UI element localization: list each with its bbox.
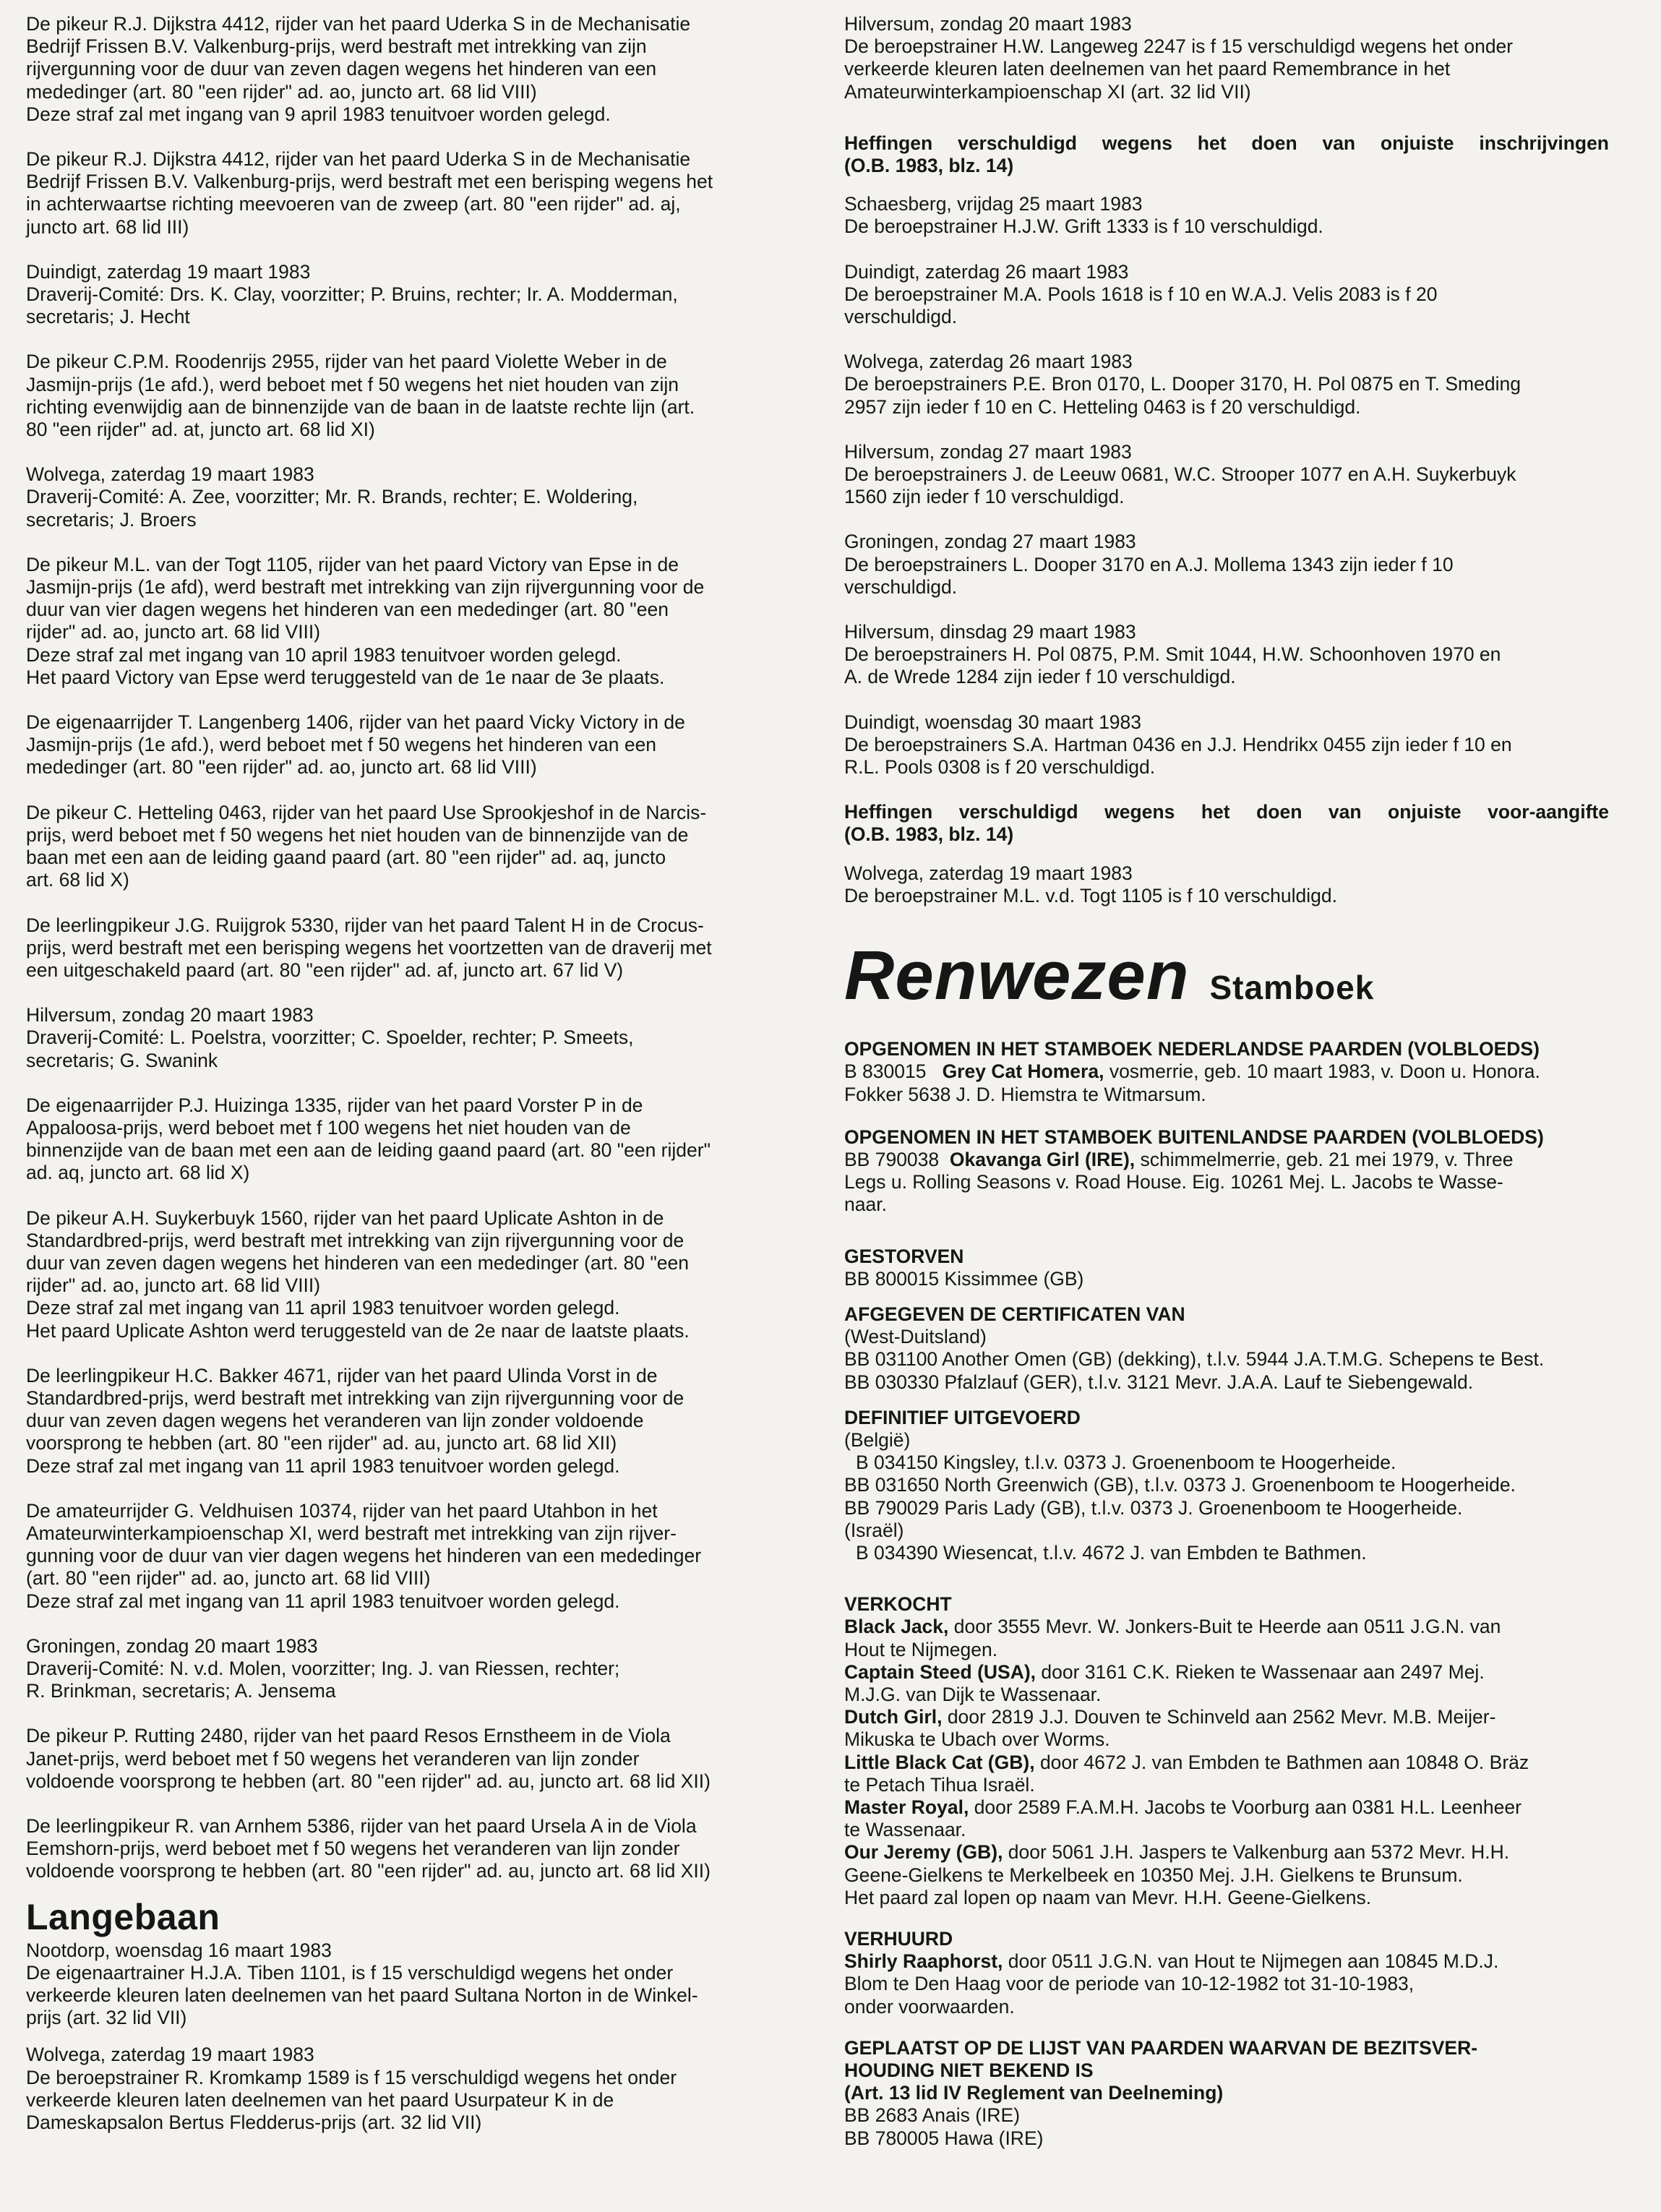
def-heading: DEFINITIEF UITGEVOERD	[844, 1406, 1081, 1428]
notice-line: Jasmijn-prijs (1e afd), werd bestraft met intrekking van zijn rijvergunning voor de	[26, 576, 705, 599]
def-entry: BB 790029 Paris Lady (GB), t.l.v. 0373 J. Groenenboom te Hoogerheide.	[844, 1496, 1463, 1519]
notice-block	[26, 13, 837, 126]
foreign-entry-text: schimmelmerrie, geb. 21 mei 1979, v. Three	[1140, 1148, 1514, 1170]
notice-block	[26, 463, 837, 531]
definitief-uitgevoerd	[844, 1407, 1609, 1564]
notice-block	[844, 13, 1609, 103]
notice-block	[26, 1725, 837, 1793]
notice-line: mededinger (art. 80 "een rijder" ad. ao, juncto art. 68 lid VIII)	[26, 80, 537, 103]
notice-line: Hilversum, zondag 20 maart 1983	[844, 13, 1132, 35]
verkocht-entry	[844, 1796, 1609, 1819]
foreign-entry-line3: naar.	[844, 1193, 887, 1216]
cert-country: (West-Duitsland)	[844, 1326, 987, 1348]
notice-line: baan met een aan de leiding gaand paard (art. 80 "een rijder" ad. aq, juncto	[26, 846, 666, 869]
verkocht-text: door 3555 Mevr. W. Jonkers-Buit te Heerde aan 0511 J.G.N. van	[948, 1616, 1501, 1638]
verkocht-entry	[844, 1661, 1609, 1684]
verhuurd-line: onder voorwaarden.	[844, 1995, 1015, 2018]
notice-line: prijs, werd beboet met f 50 wegens het niet houden van de binnenzijde van de	[26, 823, 689, 846]
notice-line: verkeerde kleuren laten deelnemen van het paard Sultana Norton in de Winkel-	[26, 1984, 698, 2007]
nl-entry-name: Grey Cat Homera,	[942, 1060, 1104, 1083]
lijst-entry: BB 780005 Hawa (IRE)	[844, 2127, 1044, 2149]
verkocht-line: Het paard zal lopen op naam van Mevr. H.H. Geene-Gielkens.	[844, 1886, 1372, 1908]
horse-name: Little Black Cat (GB),	[844, 1751, 1035, 1773]
notice-line: prijs, werd bestraft met een berisping wegens het voortzetten van de draverij met	[26, 936, 712, 959]
gestorven-entry: BB 800015 Kissimmee (GB)	[844, 1267, 1084, 1290]
verkocht-text: door 3161 C.K. Rieken te Wassenaar aan 2497 Mej.	[1036, 1660, 1485, 1683]
notice-line: R. Brinkman, secretaris; A. Jensema	[26, 1680, 336, 1702]
notice-line: voorsprong te hebben (art. 80 "een rijder" ad. au, juncto art. 68 lid XII)	[26, 1432, 617, 1454]
notice-line: Wolvega, zaterdag 19 maart 1983	[26, 463, 314, 486]
notice-block	[26, 1635, 837, 1703]
verkocht-line: Geene-Gielkens te Merkelbeek en 10350 Mej. J.H. Gielkens te Brunsum.	[844, 1864, 1463, 1886]
subsection-heading	[844, 132, 1609, 177]
notice-block	[844, 351, 1609, 419]
verkocht-line: Hout te Nijmegen.	[844, 1638, 998, 1660]
nl-heading: OPGENOMEN IN HET STAMBOEK NEDERLANDSE PAARDEN (VOLBLOEDS)	[844, 1038, 1540, 1060]
notice-line: voldoende voorsprong te hebben (art. 80 "een rijder" ad. au, juncto art. 68 lid XII)	[26, 1770, 711, 1792]
verkocht-list	[844, 1616, 1609, 1909]
lijst-heading: GEPLAATST OP DE LIJST VAN PAARDEN WAARVAN DE BEZITSVER-	[844, 2036, 1478, 2059]
notice-line: Draverij-Comité: L. Poelstra, voorzitter; C. Spoelder, rechter; P. Smeets,	[26, 1026, 634, 1049]
verkocht-text: door 4672 J. van Embden te Bathmen aan 10848 O. Bräz	[1034, 1751, 1529, 1773]
notice-line: rijder" ad. ao, juncto art. 68 lid VIII)	[26, 1274, 321, 1297]
lijst-entry: BB 2683 Anais (IRE)	[844, 2104, 1021, 2127]
gestorven	[844, 1246, 1609, 1290]
notice-line: De pikeur C. Hetteling 0463, rijder van het paard Use Sprookjeshof in de Narcis-	[26, 801, 707, 823]
foreign-heading: OPGENOMEN IN HET STAMBOEK BUITENLANDSE PAARDEN (VOLBLOEDS)	[844, 1126, 1544, 1148]
notice-line: Deze straf zal met ingang van 11 april 1983 tenuitvoer worden gelegd.	[26, 1590, 620, 1612]
notice-block	[844, 711, 1609, 779]
notice-line: gunning voor de duur van vier dagen wegens het hinderen van een mededinger	[26, 1545, 702, 1567]
notice-block	[26, 351, 837, 441]
notice-line: De beroepstrainer R. Kromkamp 1589 is f 15 verschuldigd wegens het onder	[26, 2066, 677, 2088]
def-country-2: (Israël)	[844, 1519, 904, 1541]
notice-line: Amateurwinterkampioenschap XI, werd bestraft met intrekking van zijn rijver-	[26, 1522, 677, 1544]
notice-line: De pikeur C.P.M. Roodenrijs 2955, rijder van het paard Violette Weber in de	[26, 351, 667, 373]
notice-line: De beroepstrainers H. Pol 0875, P.M. Smit 1044, H.W. Schoonhoven 1970 en	[844, 643, 1501, 666]
stamboek-subtitle: Stamboek	[1209, 969, 1375, 1007]
notice-line: De leerlingpikeur R. van Arnhem 5386, rijder van het paard Ursela A in de Viola	[26, 1815, 697, 1837]
notice-line: Draverij-Comité: N. v.d. Molen, voorzitter; Ing. J. van Riessen, rechter;	[26, 1657, 620, 1679]
notice-line: secretaris; J. Hecht	[26, 306, 190, 328]
notice-block	[26, 1004, 837, 1072]
notice-line: verkeerde kleuren laten deelnemen van het paard Usurpateur K in de	[26, 2088, 614, 2111]
notice-line: juncto art. 68 lid III)	[26, 215, 189, 238]
notice-line: De amateurrijder G. Veldhuisen 10374, rijder van het paard Utahbon in het	[26, 1499, 658, 1522]
notice-line: 1560 zijn ieder f 10 verschuldigd.	[844, 486, 1125, 508]
notice-line: Duindigt, zaterdag 26 maart 1983	[844, 260, 1129, 283]
notice-block	[26, 1815, 837, 1883]
notice-line: Schaesberg, vrijdag 25 maart 1983	[844, 193, 1143, 215]
verkocht-text: door 2819 J.J. Douven te Schinveld aan 2562 Mevr. M.B. Meijer-	[942, 1706, 1496, 1728]
langebaan-notices	[26, 1939, 837, 2135]
notice-line: De beroepstrainer M.L. v.d. Togt 1105 is f 10 verschuldigd.	[844, 884, 1338, 906]
notice-line: verschuldigd.	[844, 575, 958, 598]
verkocht-entry	[844, 1841, 1609, 1864]
notice-line: Duindigt, zaterdag 19 maart 1983	[26, 260, 311, 283]
notice-line: een uitgeschakeld paard (art. 80 "een rijder" ad. af, juncto art. 67 lid V)	[26, 959, 624, 981]
verkocht-heading: VERKOCHT	[844, 1593, 952, 1616]
verhuurd-heading: VERHUURD	[844, 1928, 953, 1950]
notice-line: binnenzijde van de baan met een aan de leiding gaand paard (art. 80 "een rijder"	[26, 1139, 711, 1162]
right-notices	[844, 13, 1609, 907]
notice-line: Wolvega, zaterdag 26 maart 1983	[844, 351, 1133, 373]
horse-name: Captain Steed (USA),	[844, 1660, 1036, 1683]
notice-line: Nootdorp, woensdag 16 maart 1983	[26, 1939, 332, 1961]
certificaten	[844, 1303, 1609, 1394]
def-entry: BB 031650 North Greenwich (GB), t.l.v. 0373 J. Groenenboom te Hoogerheide.	[844, 1474, 1516, 1496]
left-column	[26, 13, 837, 2156]
notice-line: verschuldigd.	[844, 306, 958, 328]
notice-block	[26, 1939, 837, 2030]
notice-block	[26, 914, 837, 982]
notice-line: De pikeur R.J. Dijkstra 4412, rijder van het paard Uderka S in de Mechanisatie	[26, 148, 691, 171]
verkocht-line: te Wassenaar.	[844, 1819, 966, 1841]
notice-line: De pikeur R.J. Dijkstra 4412, rijder van het paard Uderka S in de Mechanisatie	[26, 13, 691, 35]
notice-line: Amateurwinterkampioenschap XI (art. 32 lid VII)	[844, 80, 1251, 103]
renwezen-title: Renwezen	[844, 937, 1190, 1015]
foreign-entry-code: BB 790038	[844, 1148, 940, 1170]
notice-block	[844, 862, 1609, 907]
notice-block	[26, 1207, 837, 1342]
notice-block	[26, 1500, 837, 1613]
notice-line: mededinger (art. 80 "een rijder" ad. ao, juncto art. 68 lid VIII)	[26, 756, 537, 779]
def-entry: B 034390 Wiesencat, t.l.v. 4672 J. van Embden te Bathmen.	[856, 1541, 1367, 1564]
notice-line: rijvergunning voor de duur van zeven dagen wegens het hinderen van een	[26, 58, 657, 80]
verkocht-entry	[844, 1752, 1609, 1774]
notice-block	[26, 1094, 837, 1185]
horse-name: Our Jeremy (GB),	[844, 1841, 1003, 1864]
notice-line: richting evenwijdig aan de binnenzijde van de baan in de laatste rechte lijn (art.	[26, 395, 695, 418]
notice-line: Draverij-Comité: A. Zee, voorzitter; Mr. R. Brands, rechter; E. Woldering,	[26, 486, 638, 508]
notice-block	[26, 554, 837, 689]
subsection-heading	[844, 801, 1609, 846]
verhuurd-name: Shirly Raaphorst,	[844, 1950, 1003, 1973]
notice-block	[26, 261, 837, 329]
notice-line: 80 "een rijder" ad. at, juncto art. 68 lid XI)	[26, 419, 375, 441]
foreign-entry-name: Okavanga Girl (IRE),	[949, 1148, 1136, 1170]
notice-line: De leerlingpikeur H.C. Bakker 4671, rijder van het paard Ulinda Vorst in de	[26, 1364, 658, 1386]
notice-line: duur van zeven dagen wegens het veranderen van lijn zonder voldoende	[26, 1410, 644, 1432]
notice-line: Jasmijn-prijs (1e afd.), werd beboet met f 50 wegens het hinderen van een	[26, 734, 657, 756]
notice-line: De beroepstrainers P.E. Bron 0170, L. Dooper 3170, H. Pol 0875 en T. Smeding	[844, 373, 1521, 395]
notice-line: Appaloosa-prijs, werd beboet met f 100 wegens het niet houden van de	[26, 1116, 631, 1139]
lijst-onbekend	[844, 2037, 1609, 2150]
verkocht-entry	[844, 1616, 1609, 1638]
renwezen-masthead	[844, 936, 1609, 1032]
notice-line: Hilversum, zondag 20 maart 1983	[26, 1004, 314, 1026]
def-entry: B 034150 Kingsley, t.l.v. 0373 J. Groenenboom te Hoogerheide.	[856, 1452, 1396, 1474]
notice-line: art. 68 lid X)	[26, 869, 129, 891]
foreign-entry	[844, 1149, 1609, 1171]
notice-block	[26, 711, 837, 779]
stamboek-foreign	[844, 1126, 1609, 1217]
verkocht-entry	[844, 1706, 1609, 1728]
notice-line: De beroepstrainer H.J.W. Grift 1333 is f 10 verschuldigd.	[844, 215, 1323, 238]
notice-line: De beroepstrainers J. de Leeuw 0681, W.C. Strooper 1077 en A.H. Suykerbuyk	[844, 463, 1516, 486]
notice-line: De eigenaarrijder P.J. Huizinga 1335, rijder van het paard Vorster P in de	[26, 1094, 643, 1116]
notice-line: Dameskapsalon Bertus Fledderus-prijs (art. 32 lid VII)	[26, 2112, 482, 2134]
heading-line: Heffingen verschuldigd wegens het doen van onjuiste voor-aangifte	[844, 801, 1609, 823]
notice-line: (art. 80 "een rijder" ad. ao, juncto art. 68 lid VIII)	[26, 1567, 431, 1590]
notice-line: Groningen, zondag 20 maart 1983	[26, 1634, 318, 1657]
notice-block	[844, 193, 1609, 238]
notice-line: Draverij-Comité: Drs. K. Clay, voorzitter; P. Bruins, rechter; Ir. A. Modderman,	[26, 283, 678, 306]
cert-entry: BB 030330 Pfalzlauf (GER), t.l.v. 3121 Mevr. J.A.A. Lauf te Siebengewald.	[844, 1371, 1474, 1393]
verhuurd-line: Blom te Den Haag voor de periode van 10-12-1982 tot 31-10-1983,	[844, 1973, 1415, 1995]
nl-entry-line2: Fokker 5638 J. D. Hiemstra te Witmarsum.	[844, 1083, 1206, 1105]
verhuurd	[844, 1928, 1609, 2018]
notice-line: secretaris; G. Swanink	[26, 1049, 218, 1071]
notice-line: Deze straf zal met ingang van 11 april 1983 tenuitvoer worden gelegd.	[26, 1454, 620, 1477]
def-country-1: (België)	[844, 1428, 911, 1451]
notice-line: A. de Wrede 1284 zijn ieder f 10 verschuldigd.	[844, 666, 1236, 688]
notice-line: Deze straf zal met ingang van 10 april 1983 tenuitvoer worden gelegd.	[26, 643, 622, 666]
notice-line: De pikeur P. Rutting 2480, rijder van het paard Resos Ernstheem in de Viola	[26, 1725, 671, 1747]
heading-line: (O.B. 1983, blz. 14)	[844, 823, 1014, 846]
notice-line: De beroepstrainers S.A. Hartman 0436 en J.J. Hendrikx 0455 zijn ieder f 10 en	[844, 733, 1512, 755]
notice-block	[844, 441, 1609, 509]
notice-line: Het paard Uplicate Ashton werd teruggesteld van de 2e naar de laatste plaats.	[26, 1319, 690, 1342]
notice-line: 2957 zijn ieder f 10 en C. Hetteling 0463 is f 20 verschuldigd.	[844, 395, 1361, 418]
notice-line: Duindigt, woensdag 30 maart 1983	[844, 711, 1142, 733]
notice-line: De pikeur M.L. van der Togt 1105, rijder van het paard Victory van Epse in de	[26, 553, 679, 575]
verkocht-text: door 5061 J.H. Jaspers te Valkenburg aan 5372 Mevr. H.H.	[1003, 1841, 1510, 1864]
notice-block	[844, 621, 1609, 689]
notice-line: De eigenaartrainer H.J.A. Tiben 1101, is f 15 verschuldigd wegens het onder	[26, 1961, 674, 1984]
section-title-langebaan: Langebaan	[26, 1896, 220, 1937]
notice-line: De beroepstrainer H.W. Langeweg 2247 is f 15 verschuldigd wegens het onder	[844, 35, 1514, 58]
notice-block	[26, 2044, 837, 2134]
notice-block	[26, 802, 837, 892]
gestorven-heading: GESTORVEN	[844, 1245, 964, 1267]
notice-line: duur van vier dagen wegens het hinderen van een mededinger (art. 80 "een	[26, 599, 669, 621]
left-notices	[26, 13, 837, 1883]
notice-line: Eemshorn-prijs, werd beboet met f 50 wegens het veranderen van lijn zonder	[26, 1838, 680, 1860]
stamboek-nl	[844, 1038, 1609, 1106]
notice-line: Bedrijf Frissen B.V. Valkenburg-prijs, werd bestraft met intrekking van zijn	[26, 35, 647, 58]
notice-line: Wolvega, zaterdag 19 maart 1983	[844, 862, 1133, 884]
notice-line: in achterwaartse richting meevoeren van de zweep (art. 80 "een rijder" ad. aj,	[26, 193, 681, 215]
notice-line: verkeerde kleuren laten deelnemen van het paard Remembrance in het	[844, 58, 1451, 80]
nl-entry	[844, 1060, 1609, 1083]
notice-line: Hilversum, zondag 27 maart 1983	[844, 440, 1132, 463]
horse-name: Master Royal,	[844, 1796, 969, 1818]
notice-line: rijder" ad. ao, juncto art. 68 lid VIII)	[26, 621, 321, 643]
notice-line: Standardbred-prijs, werd bestraft met intrekking van zijn rijvergunning voor de	[26, 1386, 684, 1409]
verkocht-text: door 2589 F.A.M.H. Jacobs te Voorburg aan 0381 H.L. Leenheer	[969, 1796, 1521, 1818]
notice-line: Bedrijf Frissen B.V. Valkenburg-prijs, werd bestraft met een berisping wegens het	[26, 171, 713, 193]
notice-line: prijs (art. 32 lid VII)	[26, 2007, 187, 2029]
heading-line: Heffingen verschuldigd wegens het doen van onjuiste inschrijvingen	[844, 132, 1609, 154]
verhuurd-entry	[844, 1950, 1609, 1973]
right-column	[844, 13, 1609, 2172]
notice-line: duur van zeven dagen wegens het hinderen van een mededinger (art. 80 "een	[26, 1251, 689, 1274]
cert-heading: AFGEGEVEN DE CERTIFICATEN VAN	[844, 1303, 1185, 1325]
notice-line: Het paard Victory van Epse werd teruggesteld van de 1e naar de 3e plaats.	[26, 666, 665, 688]
notice-block	[844, 531, 1609, 599]
verhuurd-text: door 0511 J.G.N. van Hout te Nijmegen aan 10845 M.D.J.	[1003, 1950, 1499, 1973]
nl-entry-text: vosmerrie, geb. 10 maart 1983, v. Doon u. Honora.	[1109, 1060, 1540, 1083]
notice-line: voldoende voorsprong te hebben (art. 80 "een rijder" ad. au, juncto art. 68 lid XII)	[26, 1860, 711, 1882]
notice-line: ad. aq, juncto art. 68 lid X)	[26, 1162, 250, 1184]
notice-line: Hilversum, dinsdag 29 maart 1983	[844, 621, 1136, 643]
notice-line: De beroepstrainers L. Dooper 3170 en A.J. Mollema 1343 zijn ieder f 10	[844, 553, 1454, 575]
notice-line: De eigenaarrijder T. Langenberg 1406, rijder van het paard Vicky Victory in de	[26, 711, 685, 734]
notice-block	[26, 148, 837, 239]
verkocht-line: M.J.G. van Dijk te Wassenaar.	[844, 1683, 1102, 1705]
notice-line: De leerlingpikeur J.G. Ruijgrok 5330, rijder van het paard Talent H in de Crocus-	[26, 914, 704, 936]
notice-line: Wolvega, zaterdag 19 maart 1983	[26, 2044, 314, 2066]
verkocht-line: Mikuska te Ubach over Worms.	[844, 1728, 1110, 1751]
cert-entry: BB 031100 Another Omen (GB) (dekking), t.l.v. 5944 J.A.T.M.G. Schepens te Best.	[844, 1348, 1545, 1371]
heading-line: (O.B. 1983, blz. 14)	[844, 155, 1014, 177]
horse-name: Black Jack,	[844, 1616, 949, 1638]
notice-line: Groningen, zondag 27 maart 1983	[844, 531, 1136, 553]
notice-block	[26, 1365, 837, 1478]
notice-line: secretaris; J. Broers	[26, 508, 197, 531]
lijst-heading: HOUDING NIET BEKEND IS	[844, 2059, 1094, 2082]
notice-line: Standardbred-prijs, werd bestraft met intrekking van zijn rijvergunning voor de	[26, 1229, 684, 1251]
horse-name: Dutch Girl,	[844, 1706, 943, 1728]
verkocht	[844, 1593, 1609, 1909]
verkocht-line: te Petach Tihua Israël.	[844, 1773, 1035, 1796]
notice-line: R.L. Pools 0308 is f 20 verschuldigd.	[844, 756, 1156, 779]
notice-line: De beroepstrainer M.A. Pools 1618 is f 10 en W.A.J. Velis 2083 is f 20	[844, 283, 1438, 305]
notice-line: De pikeur A.H. Suykerbuyk 1560, rijder van het paard Uplicate Ashton in de	[26, 1206, 664, 1229]
notice-line: Deze straf zal met ingang van 11 april 1983 tenuitvoer worden gelegd.	[26, 1297, 620, 1319]
nl-entry-code: B 830015	[844, 1060, 927, 1083]
lijst-heading: (Art. 13 lid IV Reglement van Deelneming)	[844, 2082, 1224, 2104]
foreign-entry-line2: Legs u. Rolling Seasons v. Road House. Eig. 10261 Mej. L. Jacobs te Wasse-	[844, 1171, 1503, 1193]
notice-line: Janet-prijs, werd beboet met f 50 wegens het veranderen van lijn zonder	[26, 1747, 640, 1770]
notice-line: Jasmijn-prijs (1e afd.), werd beboet met f 50 wegens het niet houden van zijn	[26, 373, 679, 395]
notice-line: Deze straf zal met ingang van 9 april 1983 tenuitvoer worden gelegd.	[26, 103, 611, 125]
notice-block	[844, 261, 1609, 329]
